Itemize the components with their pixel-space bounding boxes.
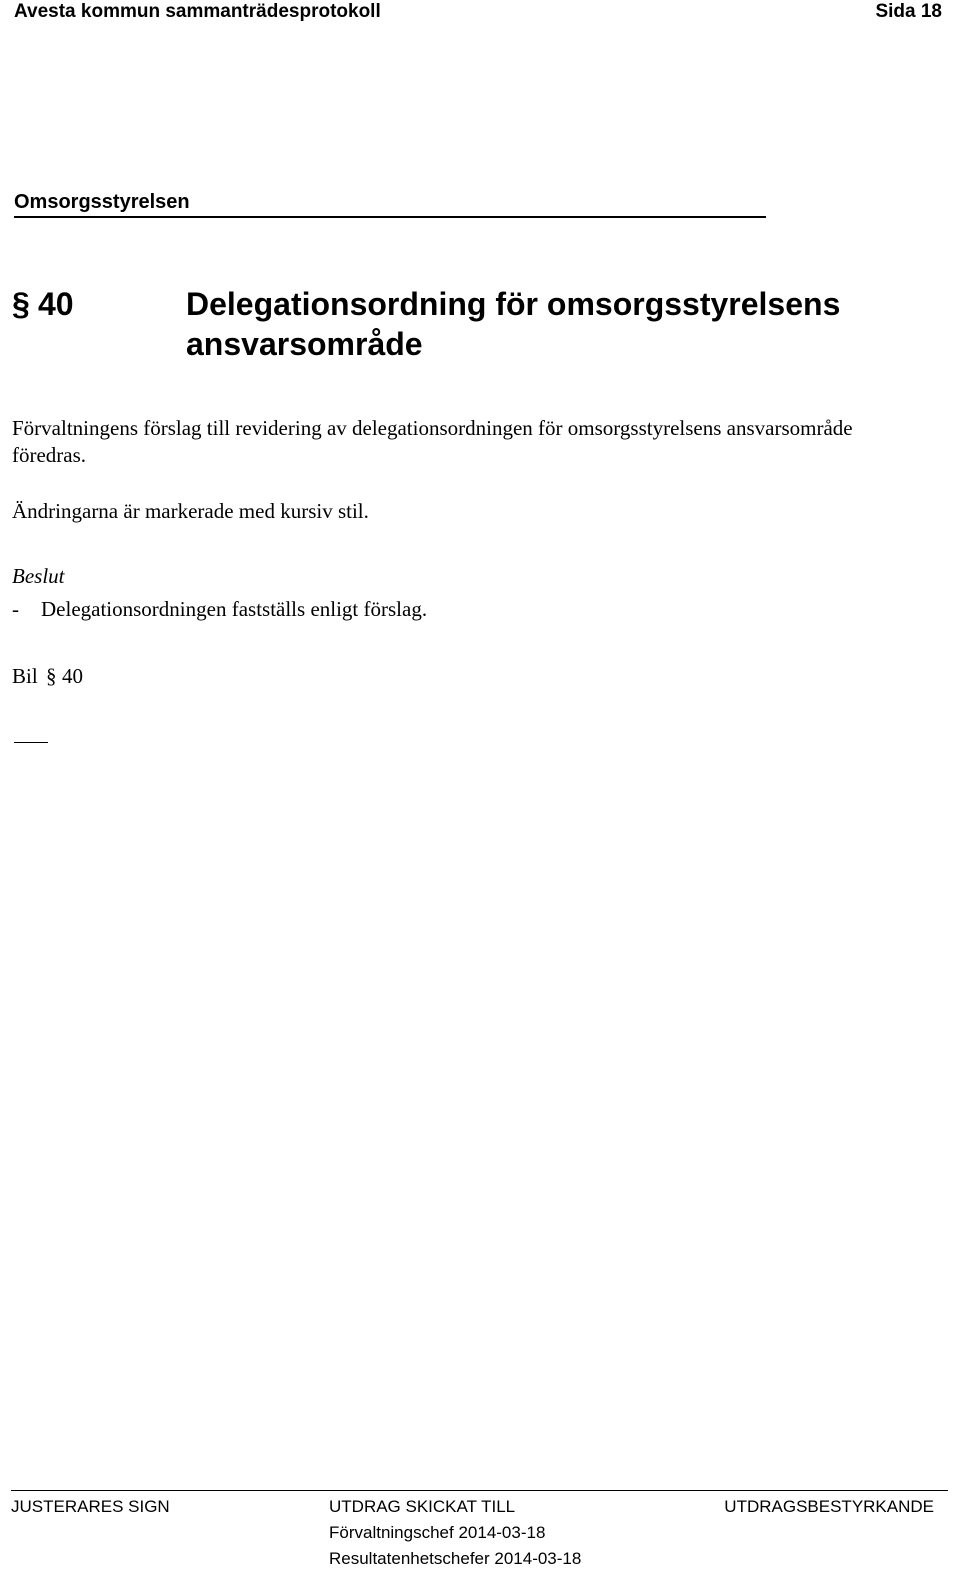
footer-divider	[11, 1490, 948, 1491]
section-heading: Delegationsordning för omsorgsstyrelsens ansvarsområde	[186, 286, 841, 362]
proposal-paragraph: Förvaltningens förslag till revidering av delegationsordningen för omsorgsstyrelsens ansvarsområde föredras.	[12, 416, 853, 467]
footer-justerares-sign: JUSTERARES SIGN	[11, 1497, 170, 1516]
footer-recipient: Förvaltningschef 2014-03-18	[329, 1523, 546, 1542]
footer-recipient: Resultatenhetschefer 2014-03-18	[329, 1549, 582, 1568]
decision-item: Delegationsordningen fastställs enligt förslag.	[41, 597, 428, 621]
decision-heading: Beslut	[12, 564, 65, 588]
footer-utdrag-skickat-till: UTDRAG SKICKAT TILL	[329, 1497, 516, 1516]
decision-bullet: -	[12, 597, 19, 621]
section-sign: §	[12, 286, 30, 322]
board-name: Omsorgsstyrelsen	[14, 191, 190, 213]
section-number: 40	[38, 286, 74, 322]
attachment-number: 40	[62, 664, 83, 688]
document-header-title: Avesta kommun sammanträdesprotokoll	[14, 1, 381, 22]
footer-utdragsbestyrkande: UTDRAGSBESTYRKANDE	[724, 1497, 934, 1516]
changes-note: Ändringarna är markerade med kursiv stil.	[12, 499, 369, 523]
attachment-section-sign: §	[46, 664, 57, 688]
page-number: Sida 18	[875, 1, 942, 22]
attachment-label: Bil	[12, 664, 38, 688]
board-underline	[14, 216, 766, 218]
end-rule	[14, 742, 48, 743]
